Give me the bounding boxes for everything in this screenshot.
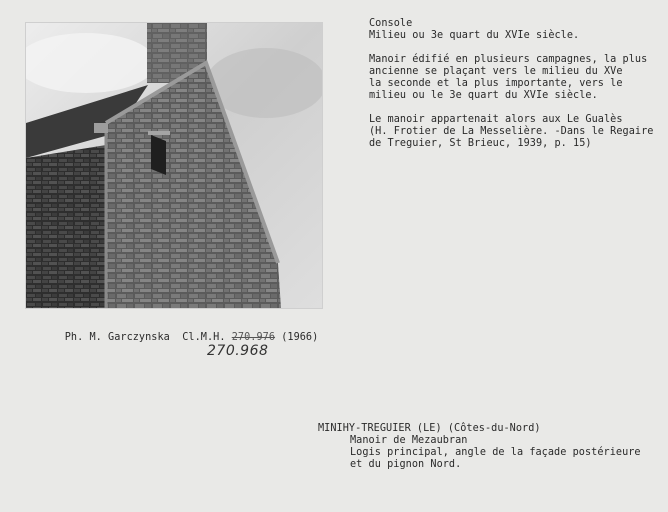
note-line: Manoir édifié en plusieurs campagnes, la plus — [369, 54, 648, 65]
location-title: MINIHY-TREGUIER (LE) (Côtes-du-Nord) — [318, 423, 541, 434]
handwritten-number: 270.968 — [207, 343, 269, 359]
note-line: Console — [369, 18, 413, 29]
cl-label: Cl.M.H. — [182, 332, 226, 343]
note-line: milieu ou le 3e quart du XVIe siècle. — [369, 90, 598, 101]
note-line: ancienne se plaçant vers le milieu du XVe — [369, 66, 623, 77]
note-line: Le manoir appartenait alors aux Le Gualès — [369, 114, 623, 125]
location-line: Logis principal, angle de la façade postérieure — [350, 447, 641, 458]
location-line: Manoir de Mezaubran — [350, 435, 468, 446]
location-line: et du pignon Nord. — [350, 459, 462, 470]
year: (1966) — [281, 332, 319, 343]
photographer: Ph. M. Garczynska — [64, 332, 170, 343]
note-line: (H. Frotier de La Messelière. -Dans le Regaire — [369, 126, 654, 137]
note-line: la seconde et la plus importante, vers le — [369, 78, 623, 89]
old-number: 270.976 — [231, 332, 276, 343]
credit-line — [40, 320, 318, 356]
note-line: de Treguier, St Brieuc, 1939, p. 15) — [369, 138, 592, 149]
note-line: Milieu ou 3e quart du XVIe siècle. — [369, 30, 580, 41]
building-photo — [25, 22, 323, 309]
